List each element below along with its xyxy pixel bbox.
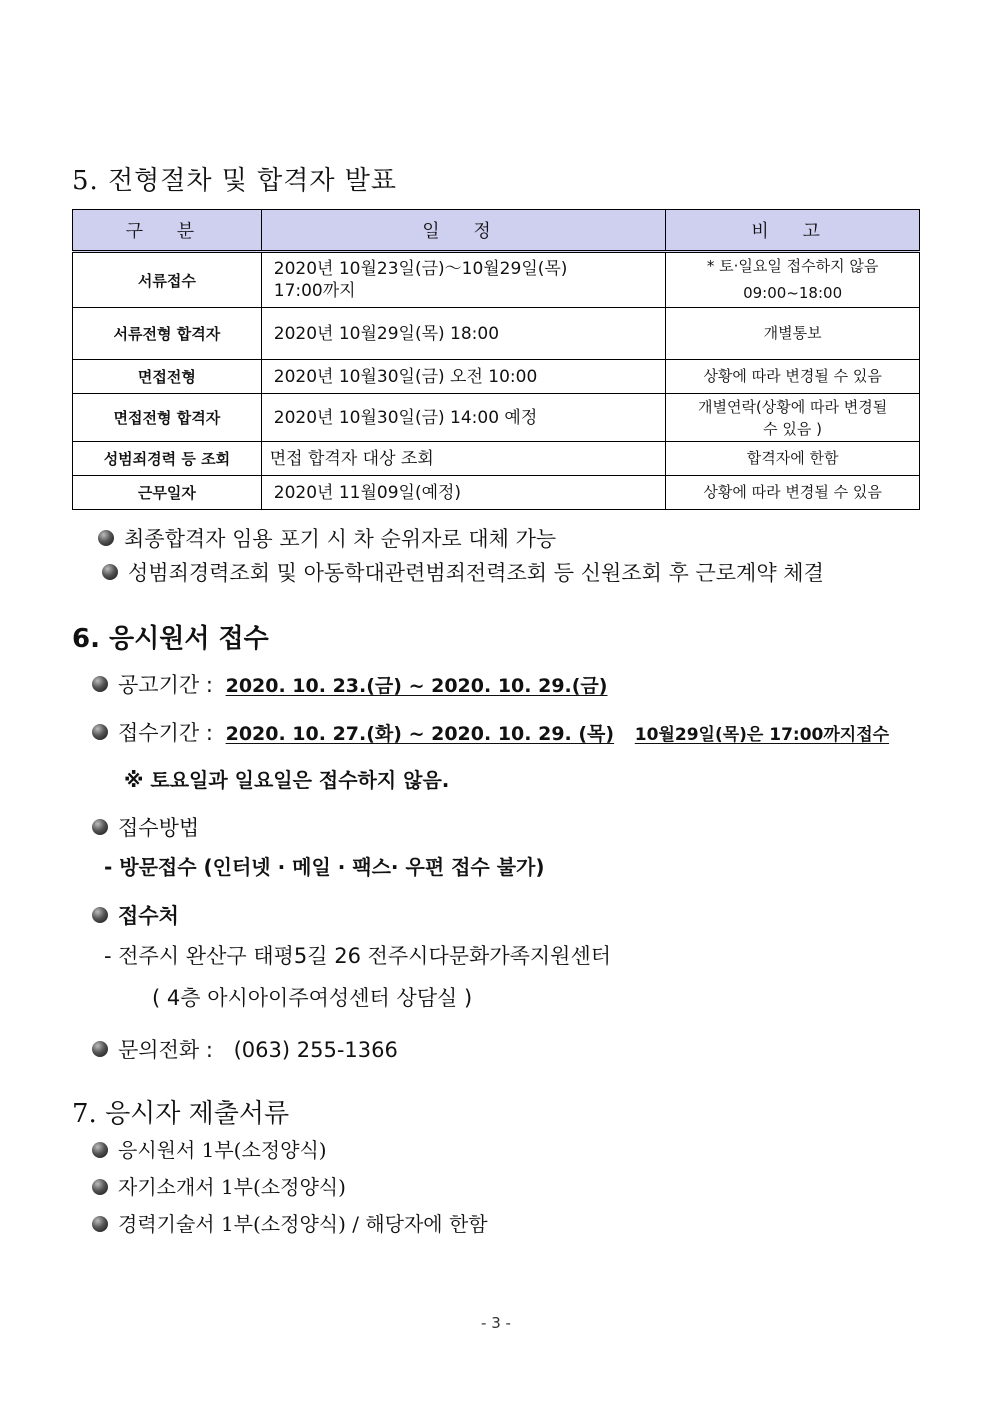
row-note-line2: 수 있음 ) [763, 419, 823, 438]
row-note-line1: * 토·일요일 접수하지 않음 [706, 257, 879, 275]
row-note [666, 394, 920, 442]
phone-line [92, 1034, 398, 1064]
receipt-value: 2020. 10. 27.(화) ~ 2020. 10. 29. (목) [225, 723, 615, 745]
note-background-check [102, 557, 824, 587]
header-category: 구 분 [73, 210, 262, 252]
phone-value: (063) 255-1366 [233, 1038, 398, 1062]
page-number: - 3 - [481, 1314, 511, 1332]
row-date-line1: 2020년 10월23일(금)～10월29일(목) [273, 259, 568, 279]
weekend-note: ※ 토요일과 일요일은 접수하지 않음. [124, 768, 450, 792]
bullet-icon [92, 819, 108, 835]
row-category: 성범죄경력 등 조회 [73, 442, 262, 476]
row-date [261, 252, 665, 308]
doc-item-text: 자기소개서 1부(소정양식) [118, 1175, 346, 1199]
doc-item-text: 경력기술서 1부(소정양식) / 해당자에 한함 [118, 1212, 488, 1236]
method-heading [92, 812, 199, 842]
receipt-label: 접수기간 : [118, 721, 213, 745]
table-row [73, 308, 920, 360]
row-date: 2020년 11월09일(예정) [261, 476, 665, 510]
row-category: 서류전형 합격자 [73, 308, 262, 360]
place-room: ( 4층 아시아이주여성센터 상담실 ) [152, 986, 473, 1010]
bullet-icon [92, 724, 108, 740]
table-row [73, 476, 920, 510]
doc-item [92, 1171, 346, 1200]
notice-label: 공고기간 : [118, 673, 213, 697]
header-note: 비 고 [666, 210, 920, 252]
row-note: 상황에 따라 변경될 수 있음 [666, 476, 920, 510]
place-label: 접수처 [118, 904, 179, 928]
place-heading [92, 900, 179, 930]
doc-item [92, 1208, 488, 1237]
receipt-extra: 10월29일(목)은 17:00까지접수 [634, 725, 890, 745]
method-label: 접수방법 [118, 816, 200, 840]
row-note-line1: 개별연락(상황에 따라 변경될 [697, 397, 888, 416]
table-row [73, 442, 920, 476]
note-substitute [98, 523, 556, 553]
note-text: 성범죄경력조회 및 아동학대관련범죄전력조회 등 신원조회 후 근로계약 체결 [128, 561, 824, 585]
notice-value: 2020. 10. 23.(금) ~ 2020. 10. 29.(금) [225, 675, 608, 697]
place-address: - 전주시 완산구 태평5길 26 전주시다문화가족지원센터 [104, 944, 612, 968]
row-category: 면접전형 [73, 360, 262, 394]
row-date: 2020년 10월30일(금) 14:00 예정 [261, 394, 665, 442]
row-note: 개별통보 [666, 308, 920, 360]
row-note-line2: 09:00~18:00 [743, 284, 843, 302]
doc-item-text: 응시원서 1부(소정양식) [118, 1138, 327, 1162]
schedule-table [72, 209, 920, 510]
row-category: 서류접수 [73, 252, 262, 308]
bullet-icon [92, 1142, 108, 1158]
section6-title: 6. 응시원서 접수 [72, 624, 269, 654]
note-text: 최종합격자 임용 포기 시 차 순위자로 대체 가능 [124, 527, 557, 551]
bullet-icon [98, 530, 114, 546]
row-category: 면접전형 합격자 [73, 394, 262, 442]
doc-item [92, 1134, 327, 1163]
table-row [73, 360, 920, 394]
section7-title: 7. 응시자 제출서류 [72, 1099, 290, 1129]
row-category: 근무일자 [73, 476, 262, 510]
header-schedule: 일 정 [261, 210, 665, 252]
receipt-period [92, 717, 889, 747]
row-date: 2020년 10월29일(목) 18:00 [261, 308, 665, 360]
section5-title: 5. 전형절차 및 합격자 발표 [72, 166, 398, 196]
row-date: 2020년 10월30일(금) 오전 10:00 [261, 360, 665, 394]
table-header-row [73, 210, 920, 252]
bullet-icon [102, 564, 118, 580]
notice-period [92, 669, 607, 699]
bullet-icon [92, 1179, 108, 1195]
row-note: 합격자에 한함 [666, 442, 920, 476]
table-row [73, 394, 920, 442]
bullet-icon [92, 676, 108, 692]
row-date-line2: 17:00까지 [273, 281, 356, 301]
row-date: 면접 합격자 대상 조회 [261, 442, 665, 476]
bullet-icon [92, 1041, 108, 1057]
row-note: 상황에 따라 변경될 수 있음 [666, 360, 920, 394]
phone-label: 문의전화 : [118, 1038, 213, 1062]
row-note [666, 252, 920, 308]
table-row [73, 252, 920, 308]
method-value: - 방문접수 (인터넷 · 메일 · 팩스· 우편 접수 불가) [104, 855, 545, 879]
bullet-icon [92, 907, 108, 923]
bullet-icon [92, 1216, 108, 1232]
